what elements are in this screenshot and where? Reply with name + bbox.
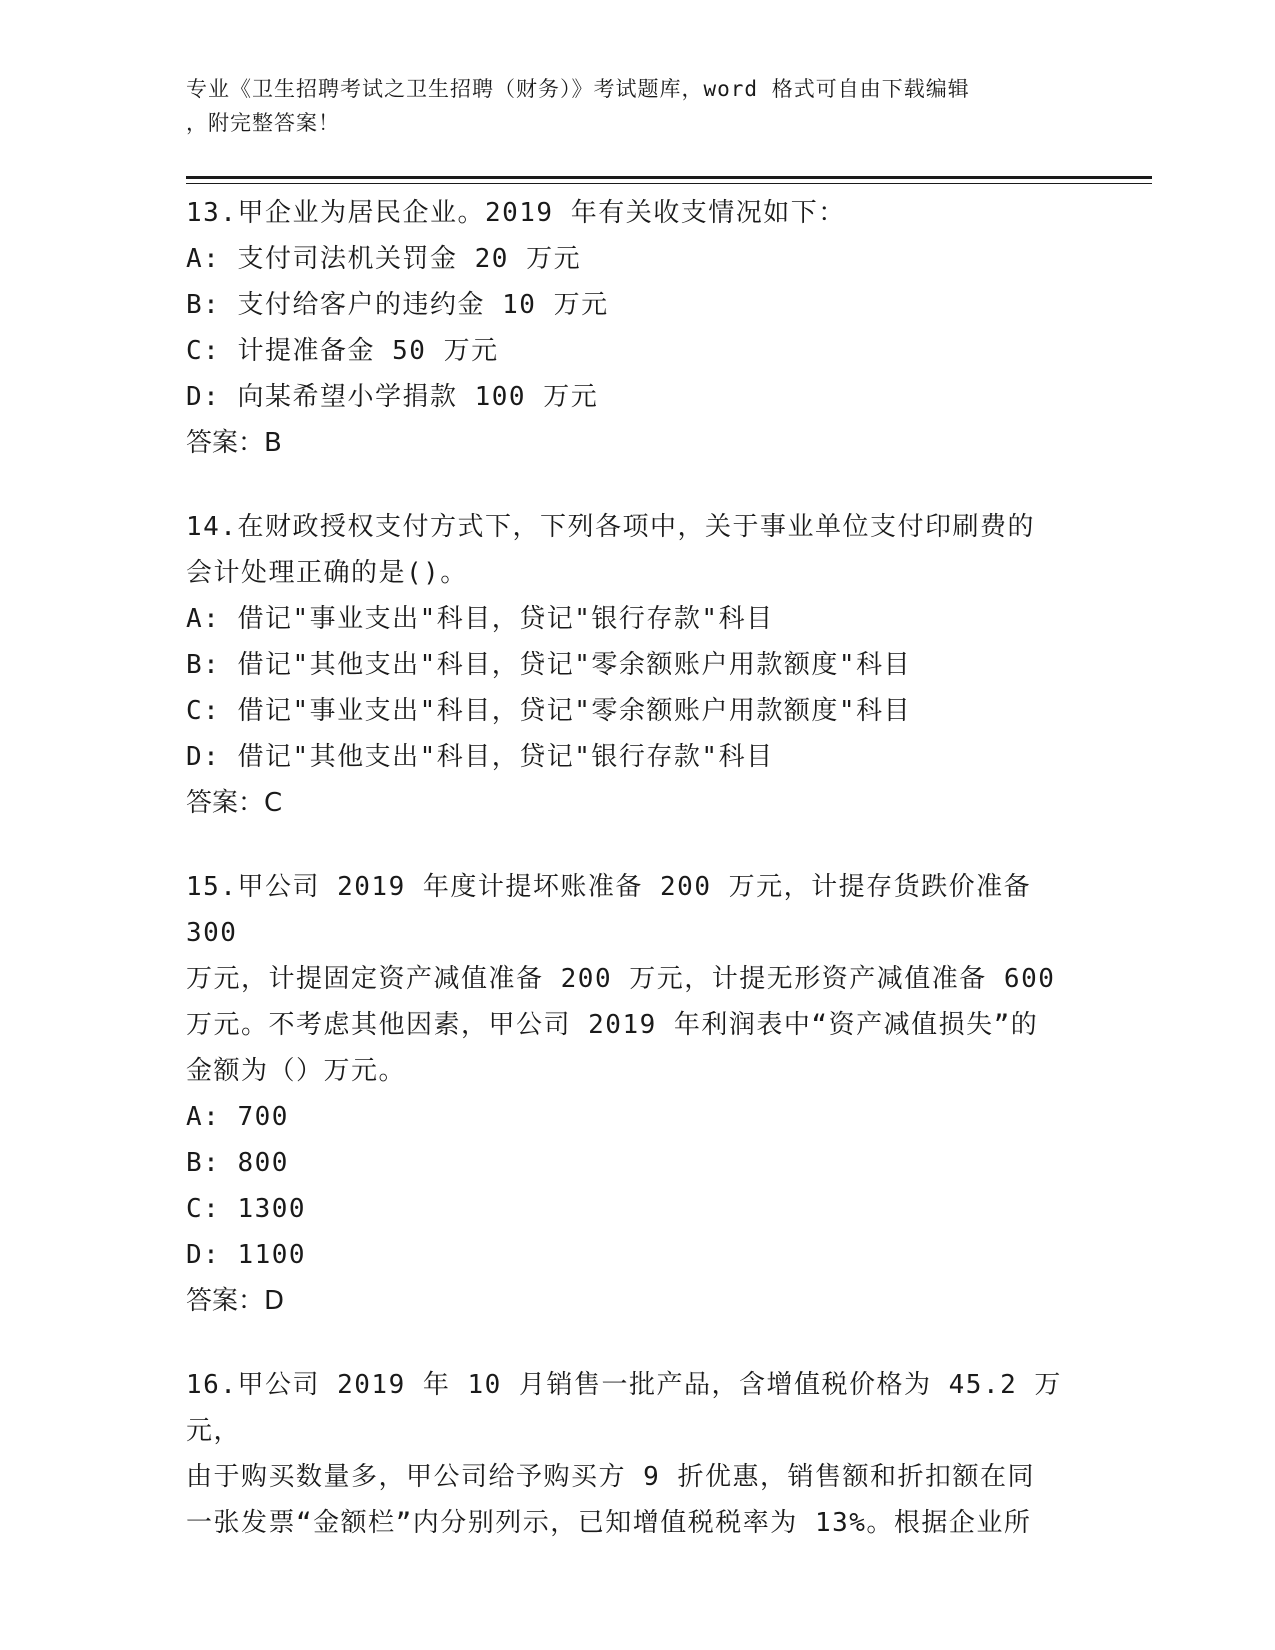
- question-stem: 万元。不考虑其他因素，甲公司 2019 年利润表中“资产减值损失”的: [186, 1010, 1039, 1040]
- question-stem: 会计处理正确的是()。: [186, 558, 468, 588]
- answer-line: 答案：C: [186, 788, 283, 818]
- question-list: [186, 190, 1086, 1584]
- header-divider-thin: [186, 183, 1152, 184]
- question-14: [186, 504, 1086, 826]
- option-d: D: 1100: [186, 1240, 307, 1270]
- option-a: A: 支付司法机关罚金 20 万元: [186, 244, 582, 274]
- answer-line: 答案：D: [186, 1286, 285, 1316]
- question-stem: 15.甲公司 2019 年度计提坏账准备 200 万元，计提存货跌价准备 300: [186, 872, 1032, 948]
- question-stem: 万元，计提固定资产减值准备 200 万元，计提无形资产减值准备 600: [186, 964, 1056, 994]
- question-stem: 由于购买数量多，甲公司给予购买方 9 折优惠，销售额和折扣额在同: [186, 1462, 1035, 1492]
- question-15: [186, 864, 1086, 1324]
- option-a: A: 借记"事业支出"科目，贷记"银行存款"科目: [186, 604, 774, 634]
- header-line-2: ，附完整答案！: [186, 111, 340, 135]
- answer-line: 答案：B: [186, 428, 282, 458]
- option-d: D: 向某希望小学捐款 100 万元: [186, 382, 599, 412]
- question-stem: 16.甲公司 2019 年 10 月销售一批产品，含增值税价格为 45.2 万元，: [186, 1370, 1062, 1446]
- option-b: B: 800: [186, 1148, 289, 1178]
- header-line-1: 专业《卫生招聘考试之卫生招聘（财务）》考试题库，word 格式可自由下载编辑: [186, 77, 970, 101]
- question-stem: 金额为（）万元。: [186, 1056, 407, 1086]
- option-c: C: 借记"事业支出"科目，贷记"零余额账户用款额度"科目: [186, 696, 912, 726]
- question-16: [186, 1362, 1086, 1546]
- question-stem: 14.在财政授权支付方式下，下列各项中，关于事业单位支付印刷费的: [186, 512, 1035, 542]
- option-c: C: 计提准备金 50 万元: [186, 336, 499, 366]
- option-a: A: 700: [186, 1102, 289, 1132]
- question-13: [186, 190, 1086, 466]
- question-stem: 13.甲企业为居民企业。2019 年有关收支情况如下：: [186, 198, 846, 228]
- option-d: D: 借记"其他支出"科目，贷记"银行存款"科目: [186, 742, 774, 772]
- header-divider-thick: [186, 176, 1152, 179]
- option-b: B: 支付给客户的违约金 10 万元: [186, 290, 609, 320]
- question-stem: 一张发票“金额栏”内分别列示，已知增值税税率为 13%。根据企业所: [186, 1508, 1032, 1538]
- option-c: C: 1300: [186, 1194, 307, 1224]
- option-b: B: 借记"其他支出"科目，贷记"零余额账户用款额度"科目: [186, 650, 912, 680]
- document-header: [186, 72, 1086, 140]
